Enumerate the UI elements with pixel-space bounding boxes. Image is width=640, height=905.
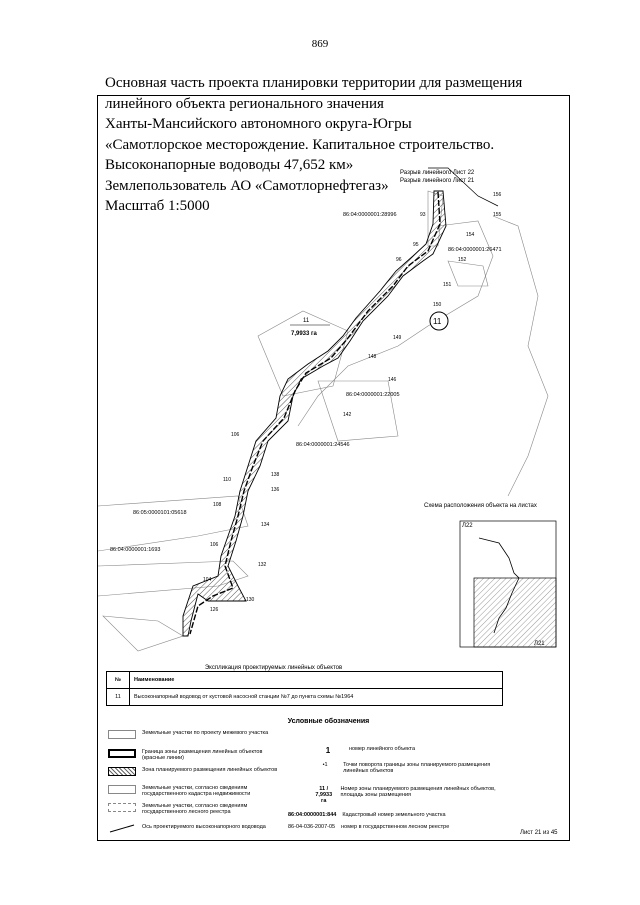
legend-text: Точки поворота границы зоны планируемого размещения линейных объектов xyxy=(343,762,491,774)
legend-item xyxy=(108,749,278,761)
legend-item xyxy=(108,730,278,739)
legend-swatch xyxy=(108,803,136,812)
scheme-diagram xyxy=(424,513,564,653)
header-name: Наименование xyxy=(130,672,503,689)
table-header-row xyxy=(107,672,503,689)
legend-text: Кадастровый номер земельного участка xyxy=(342,812,446,818)
zone-circle-number: 11 xyxy=(433,317,442,326)
legend-text: Зона планируемого размещения линейных объектов xyxy=(142,767,278,773)
legend-swatch xyxy=(108,785,136,794)
title-line: Масштаб 1:5000 xyxy=(105,198,210,214)
legend-block xyxy=(98,718,569,830)
cadastral-label: 86:04:0000001:22005 xyxy=(346,392,400,398)
point-label: 132 xyxy=(258,562,267,568)
legend-swatch xyxy=(108,730,136,739)
point-label: 106 xyxy=(231,432,240,438)
placement-zone xyxy=(183,191,446,636)
parcel xyxy=(103,616,183,651)
legend-text: номер линейного объекта xyxy=(349,746,416,752)
sheet-break-21-label: Разрыв линейного Лист 21 xyxy=(400,178,475,184)
point-label: 152 xyxy=(458,257,467,263)
cadastral-label: 86:04:0000001:24546 xyxy=(296,442,350,448)
zone-number: 11 xyxy=(303,318,310,324)
legend-text: Граница зоны размещения линейных объектов (красные линии) xyxy=(142,749,263,761)
legend-item xyxy=(313,762,503,774)
point-label: 108 xyxy=(213,502,222,508)
title-line: Высоконапорные водоводы 47,652 км» xyxy=(105,157,354,173)
legend-symbol: 86-04-036-2007-05 xyxy=(288,824,336,830)
legend-text: Номер зоны планируемого размещения линейных объектов, площадь зоны размещения xyxy=(340,786,496,798)
table-row xyxy=(107,689,503,706)
legend-item xyxy=(108,803,278,815)
scheme-title: Схема расположения объекта на листах xyxy=(424,503,537,509)
legend-item xyxy=(288,812,503,818)
point-label: 149 xyxy=(393,335,402,341)
explication-title: Экспликация проектируемых линейных объектов xyxy=(204,665,343,671)
legend-item xyxy=(108,767,278,776)
point-label: 142 xyxy=(343,412,352,418)
legend-item xyxy=(108,785,278,797)
legend-item xyxy=(288,824,503,830)
explication-table xyxy=(106,671,503,706)
explication-block xyxy=(98,665,569,706)
point-label: 104 xyxy=(203,577,212,583)
legend-text: Земельные участки по проекту межевого участка xyxy=(142,730,269,736)
point-label: 93 xyxy=(420,212,426,218)
parcel xyxy=(493,216,548,496)
sheet-label: Лист 21 из 45 xyxy=(520,830,558,836)
point-label: 151 xyxy=(443,282,452,288)
point-label: 96 xyxy=(396,257,402,263)
legend-text: Ось проектируемого высоконапорного водовода xyxy=(142,824,266,830)
legend-item xyxy=(108,824,308,833)
legend-item xyxy=(313,746,503,755)
point-label: 150 xyxy=(433,302,442,308)
legend-text: Земельные участки, согласно сведениям государственного лесного реестра xyxy=(142,803,248,815)
point-label: 156 xyxy=(493,192,502,198)
legend-swatch xyxy=(108,767,136,776)
legend-swatch xyxy=(108,824,136,833)
legend-symbol: 11 / 7,9933 га xyxy=(315,786,333,804)
page-number: 869 xyxy=(311,38,329,50)
row-no: 11 xyxy=(107,689,130,706)
title-line: Основная часть проекта планировки территории для размещения xyxy=(105,75,523,91)
legend-symbol: 1 xyxy=(325,746,331,755)
point-label: 154 xyxy=(466,232,475,238)
scheme-sheet-21: Л21 xyxy=(534,641,545,647)
point-label: 126 xyxy=(210,607,219,613)
row-name: Высоконапорный водовод от кустовой насосной станции №7 до пункта схемы №1964 xyxy=(130,689,503,706)
title-line: Землепользователь АО «Самотлорнефтегаз» xyxy=(105,177,389,194)
point-label: 106 xyxy=(210,542,219,548)
legend-text: номер в государственном лесном реестре xyxy=(341,824,450,830)
sheet-break-22-label: Разрыв линейного Лист 22 xyxy=(400,170,475,176)
legend-item xyxy=(313,786,503,804)
cadastral-label: 86:04:0000001:28996 xyxy=(343,212,397,218)
point-label: 146 xyxy=(388,377,397,383)
point-label: 110 xyxy=(223,477,231,483)
location-scheme xyxy=(424,503,564,653)
point-label: 148 xyxy=(368,354,377,360)
title-line: линейного объекта регионального значения xyxy=(105,95,384,112)
legend-text: Земельные участки, согласно сведениям государственного кадастра недвижимости xyxy=(142,785,251,797)
point-label: 136 xyxy=(271,487,280,493)
title-line: Ханты-Мансийского автономного округа-Югры xyxy=(105,116,412,132)
cadastral-label: 86:04:0000001:26471 xyxy=(448,247,502,253)
parcel xyxy=(448,261,488,286)
zone-area: 7,9933 га xyxy=(291,331,317,337)
cadastral-label: 86:04:0000001:1693 xyxy=(110,547,161,553)
point-label: 95 xyxy=(413,242,419,248)
legend-symbol: 86:04:0000001:844 xyxy=(288,812,337,818)
point-label: 155 xyxy=(493,212,502,218)
legend-swatch xyxy=(108,749,136,758)
scheme-sheet-22: Л22 xyxy=(462,523,473,529)
point-label: 134 xyxy=(261,522,270,528)
cadastral-label: 86:05:0000101:05618 xyxy=(133,510,187,516)
point-label: 130 xyxy=(246,597,255,603)
header-no: № xyxy=(107,672,130,689)
sheet-21-area xyxy=(474,578,556,647)
point-label: 138 xyxy=(271,472,280,478)
legend-title: Условные обозначения xyxy=(287,718,370,725)
legend-symbol: •1 xyxy=(322,762,328,768)
title-line: «Самотлорское месторождение. Капитальное строительство. xyxy=(105,136,495,153)
parcel xyxy=(318,381,398,441)
